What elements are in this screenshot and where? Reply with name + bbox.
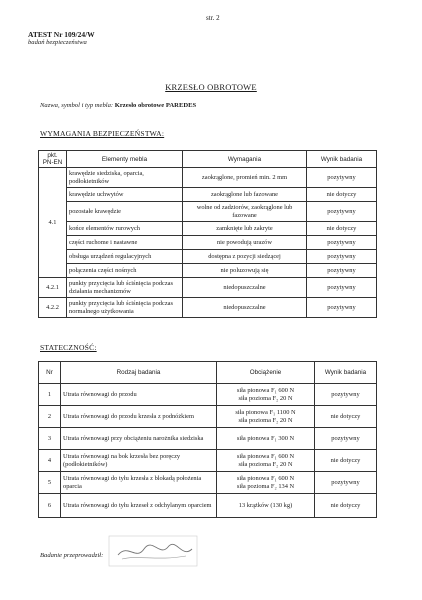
table-row <box>39 406 377 428</box>
product-name-value: Krzesło obrotowe PAREDES <box>114 102 197 109</box>
requirement-cell: zaokrąglone, promień min. 2 mm <box>183 168 307 188</box>
table-row <box>39 298 377 318</box>
element-cell: części ruchome i nastawne <box>67 236 183 250</box>
element-cell: punkty przycięcia lub ściśnięcia podczas normalnego użytkowania <box>67 298 183 318</box>
table-row <box>39 428 377 450</box>
pkt-cell: 4.2.1 <box>39 278 67 298</box>
table-row <box>39 250 377 264</box>
group-pkt-4-1: 4.1 <box>39 168 67 278</box>
header-wynik: Wynik badania <box>307 151 377 168</box>
table-row <box>39 472 377 494</box>
element-cell: krawędzie siedziska, oparcia, podłokietników <box>67 168 183 188</box>
requirement-cell: zaokrąglone lub fazowane <box>183 188 307 202</box>
requirement-cell: niedopuszczalne <box>183 298 307 318</box>
table-row <box>39 188 377 202</box>
header-wynik: Wynik badania <box>315 362 377 384</box>
nr-cell: 1 <box>39 384 61 406</box>
element-cell: krawędzie uchwytów <box>67 188 183 202</box>
result-cell: pozytywny <box>307 298 377 318</box>
requirement-cell: nie poluzowują się <box>183 264 307 278</box>
element-cell: pozostałe krawędzie <box>67 202 183 222</box>
result-cell: pozytywny <box>307 264 377 278</box>
table-row <box>39 264 377 278</box>
result-cell: pozytywny <box>315 428 377 450</box>
result-cell: nie dotyczy <box>315 406 377 428</box>
nr-cell: 6 <box>39 494 61 518</box>
nr-cell: 3 <box>39 428 61 450</box>
table-row <box>39 494 377 518</box>
nr-cell: 5 <box>39 472 61 494</box>
result-cell: pozytywny <box>315 384 377 406</box>
load-cell: siła pionowa F₁ 600 N siła pozioma F₂ 20 N <box>217 384 315 406</box>
result-cell: pozytywny <box>307 278 377 298</box>
table-row <box>39 278 377 298</box>
document-title: KRZESŁO OBROTOWE <box>165 82 257 92</box>
table-header-row <box>39 362 377 384</box>
table-row <box>39 168 377 188</box>
requirement-cell: dostępna z pozycji siedzącej <box>183 250 307 264</box>
nr-cell: 4 <box>39 450 61 472</box>
element-cell: punkty przycięcia lub ściśnięcia podczas działania mechanizmów <box>67 278 183 298</box>
load-cell: siła pionowa F₁ 300 N <box>217 428 315 450</box>
table-row <box>39 222 377 236</box>
test-cell: Utrata równowagi do tyłu krzeseł z odchylanym oparciem <box>61 494 217 518</box>
result-cell: nie dotyczy <box>315 450 377 472</box>
result-cell: pozytywny <box>307 202 377 222</box>
header-nr: Nr <box>39 362 61 384</box>
table-row <box>39 450 377 472</box>
header-rodzaj: Rodzaj badania <box>61 362 217 384</box>
product-name-label: Nazwa, symbol i typ mebla: <box>40 102 114 109</box>
safety-requirements-table <box>38 150 377 318</box>
stability-section-title: STATECZNOŚĆ: <box>40 343 97 352</box>
tested-by-label: Badanie przeprowadził: <box>40 552 104 559</box>
table-row <box>39 202 377 222</box>
atest-subtitle: badań bezpieczeństwa <box>28 39 87 46</box>
result-cell: nie dotyczy <box>307 188 377 202</box>
requirement-cell: wolne od zadziorów, zaokrąglone lub fazowane <box>183 202 307 222</box>
header-pkt: pkt. PN-EN <box>39 151 67 168</box>
header-elementy: Elementy mebla <box>67 151 183 168</box>
test-cell: Utrata równowagi do przodu <box>61 384 217 406</box>
result-cell: nie dotyczy <box>315 494 377 518</box>
product-name-line <box>40 102 196 109</box>
result-cell: nie dotyczy <box>307 222 377 236</box>
test-cell: Utrata równowagi do przodu krzesła z podnóżkiem <box>61 406 217 428</box>
nr-cell: 2 <box>39 406 61 428</box>
requirement-cell: niedopuszczalne <box>183 278 307 298</box>
result-cell: pozytywny <box>315 472 377 494</box>
safety-section-title: WYMAGANIA BEZPIECZEŃSTWA: <box>40 129 165 138</box>
table-row <box>39 384 377 406</box>
test-cell: Utrata równowagi na bok krzesła bez poręczy (podłokietników) <box>61 450 217 472</box>
element-cell: obsługa urządzeń regulacyjnych <box>67 250 183 264</box>
table-row <box>39 236 377 250</box>
element-cell: połączenia części nośnych <box>67 264 183 278</box>
laboratory-stamp-signature <box>108 535 198 567</box>
header-wymagania: Wymagania <box>183 151 307 168</box>
header-obciazenie: Obciążenie <box>217 362 315 384</box>
result-cell: pozytywny <box>307 168 377 188</box>
test-cell: Utrata równowagi przy obciążeniu narożnika siedziska <box>61 428 217 450</box>
result-cell: pozytywny <box>307 236 377 250</box>
requirement-cell: zamknięte lub zakryte <box>183 222 307 236</box>
page-number: str. 2 <box>206 14 220 22</box>
test-cell: Utrata równowagi do tyłu krzesła z blokadą położenia oparcia <box>61 472 217 494</box>
pkt-cell: 4.2.2 <box>39 298 67 318</box>
atest-number: ATEST Nr 109/24/W <box>28 30 95 39</box>
element-cell: końce elementów rurowych <box>67 222 183 236</box>
table-header-row <box>39 151 377 168</box>
load-cell: 13 krążków (130 kg) <box>217 494 315 518</box>
load-cell: siła pionowa F₁ 600 N siła pozioma F₂ 20 N <box>217 450 315 472</box>
load-cell: siła pionowa F₁ 600 N siła pozioma F₂ 134 N <box>217 472 315 494</box>
stability-table <box>38 361 377 518</box>
requirement-cell: nie powodują urazów <box>183 236 307 250</box>
result-cell: pozytywny <box>307 250 377 264</box>
load-cell: siła pionowa F₁ 1100 N siła pozioma F₂ 20 N <box>217 406 315 428</box>
